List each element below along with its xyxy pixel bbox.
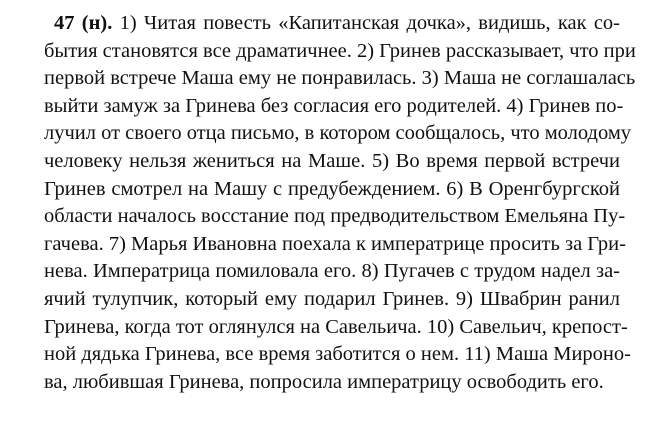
task-number: 47 (н). [54, 12, 113, 34]
text-line-12: Гринева, когда тот оглянулся на Савельича. 10) Савельич, крепост- [44, 315, 628, 338]
text-line-14: ва, любившая Гринева, попросила императрицу освободить его. [44, 370, 604, 393]
text-line-3: первой встрече Маша ему не понравилась. 3) Маша не соглашалась [44, 67, 636, 90]
task-text [44, 10, 636, 396]
text-line-13: ной дядька Гринева, все время заботится о нем. 11) Маша Мироно- [44, 343, 631, 366]
text-line-10: нева. Императрица помиловала его. 8) Пугачев с трудом надел за- [44, 260, 620, 283]
text-line-6: человеку нельзя жениться на Маше. 5) Во время первой встречи [44, 149, 620, 172]
text-line-7: Гринев смотрел на Машу с предубеждением. 6) В Оренгбургской [44, 177, 620, 200]
text-line-2: бытия становятся все драматичнее. 2) Гринев рассказывает, что при [44, 39, 636, 62]
text-line-5: лучил от своего отца письмо, в котором сообщалось, что молодому [44, 122, 632, 145]
text-line-1 [44, 10, 620, 38]
text-line-11: ячий тулупчик, который ему подарил Гринев. 9) Швабрин ранил [44, 287, 620, 310]
text-line-8: области началось восстание под предводительством Емельяна Пу- [44, 205, 626, 228]
text-line-9: гачева. 7) Марья Ивановна поехала к императрице просить за Гри- [44, 232, 626, 255]
text-line-1-content: 1) Читая повесть «Капитанская дочка», видишь, как со- [119, 12, 620, 34]
text-line-4: выйти замуж за Гринева без согласия его родителей. 4) Гринев по- [44, 94, 624, 117]
